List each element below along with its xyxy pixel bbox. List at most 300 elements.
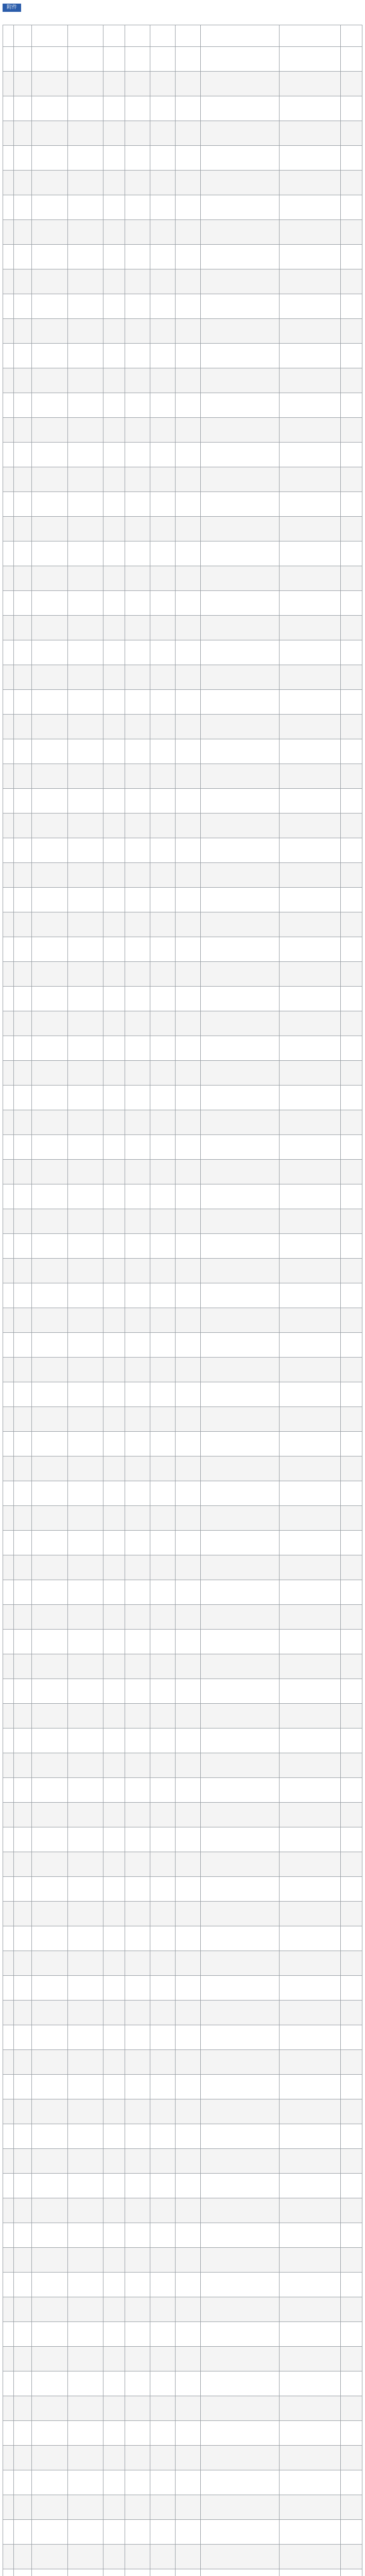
table-cell bbox=[31, 1852, 67, 1877]
table-cell bbox=[176, 1481, 201, 1506]
table-cell bbox=[13, 1679, 31, 1704]
table-cell bbox=[67, 121, 103, 146]
table-cell bbox=[280, 195, 341, 220]
table-cell bbox=[3, 2322, 14, 2347]
table-cell bbox=[341, 2297, 362, 2322]
table-cell bbox=[280, 269, 341, 294]
table-cell bbox=[341, 368, 362, 393]
table-cell bbox=[13, 1333, 31, 1358]
table-cell bbox=[13, 2495, 31, 2520]
table-cell bbox=[125, 665, 150, 690]
table-cell bbox=[200, 1531, 280, 1555]
table-cell bbox=[31, 2025, 67, 2050]
table-cell bbox=[176, 1753, 201, 1778]
table-cell bbox=[150, 566, 176, 591]
table-row bbox=[3, 2050, 362, 2075]
table-cell bbox=[341, 665, 362, 690]
table-cell bbox=[280, 517, 341, 541]
table-cell bbox=[341, 1852, 362, 1877]
table-cell bbox=[3, 2149, 14, 2174]
table-cell bbox=[280, 1283, 341, 1308]
table-cell bbox=[200, 47, 280, 72]
table-cell bbox=[280, 492, 341, 517]
table-row bbox=[3, 1555, 362, 1580]
table-cell bbox=[13, 1654, 31, 1679]
table-row bbox=[3, 2001, 362, 2025]
table-cell bbox=[176, 393, 201, 418]
table-cell bbox=[103, 1135, 125, 1160]
table-cell bbox=[103, 1951, 125, 1976]
table-cell bbox=[280, 319, 341, 344]
table-cell bbox=[200, 888, 280, 912]
table-cell bbox=[200, 467, 280, 492]
table-cell bbox=[341, 2099, 362, 2124]
table-cell bbox=[31, 1827, 67, 1852]
table-row bbox=[3, 1283, 362, 1308]
table-cell bbox=[341, 121, 362, 146]
table-cell bbox=[125, 2446, 150, 2470]
table-row bbox=[3, 443, 362, 467]
table-cell bbox=[67, 1654, 103, 1679]
table-cell bbox=[31, 443, 67, 467]
table-cell bbox=[280, 838, 341, 863]
table-cell bbox=[150, 344, 176, 368]
table-cell bbox=[341, 344, 362, 368]
table-row bbox=[3, 1753, 362, 1778]
table-cell bbox=[280, 2446, 341, 2470]
table-cell bbox=[176, 665, 201, 690]
table-cell bbox=[3, 591, 14, 616]
table-row bbox=[3, 690, 362, 715]
table-cell bbox=[3, 1531, 14, 1555]
table-cell bbox=[125, 690, 150, 715]
table-cell bbox=[341, 1877, 362, 1902]
table-row bbox=[3, 1308, 362, 1333]
table-cell bbox=[13, 2396, 31, 2421]
table-cell bbox=[200, 171, 280, 195]
table-cell bbox=[31, 2396, 67, 2421]
table-cell bbox=[67, 1704, 103, 1728]
table-row bbox=[3, 863, 362, 888]
table-cell bbox=[200, 1605, 280, 1630]
table-row bbox=[3, 962, 362, 987]
table-cell bbox=[200, 739, 280, 764]
table-cell bbox=[13, 1407, 31, 1432]
table-cell bbox=[13, 937, 31, 962]
table-cell bbox=[103, 1011, 125, 1036]
table-cell bbox=[103, 1704, 125, 1728]
table-cell bbox=[31, 269, 67, 294]
table-cell bbox=[150, 2099, 176, 2124]
table-cell bbox=[103, 2124, 125, 2149]
table-cell bbox=[31, 814, 67, 838]
table-cell bbox=[200, 1333, 280, 1358]
table-cell bbox=[103, 1506, 125, 1531]
table-cell bbox=[280, 1580, 341, 1605]
table-cell bbox=[13, 616, 31, 640]
table-cell bbox=[103, 814, 125, 838]
table-cell bbox=[67, 2248, 103, 2273]
table-cell bbox=[280, 146, 341, 171]
table-cell bbox=[13, 715, 31, 739]
table-cell bbox=[103, 541, 125, 566]
table-cell bbox=[3, 690, 14, 715]
table-row bbox=[3, 838, 362, 863]
table-cell bbox=[13, 1259, 31, 1283]
table-row bbox=[3, 1506, 362, 1531]
table-cell bbox=[125, 319, 150, 344]
table-cell bbox=[67, 393, 103, 418]
table-cell bbox=[341, 912, 362, 937]
table-cell bbox=[125, 492, 150, 517]
table-cell bbox=[125, 2174, 150, 2198]
table-cell bbox=[103, 2421, 125, 2446]
table-cell bbox=[176, 1531, 201, 1555]
table-cell bbox=[67, 2297, 103, 2322]
table-cell bbox=[150, 393, 176, 418]
table-cell bbox=[31, 1086, 67, 1110]
table-cell bbox=[13, 2198, 31, 2223]
table-cell bbox=[103, 1308, 125, 1333]
table-cell bbox=[3, 1333, 14, 1358]
table-cell bbox=[31, 1803, 67, 1827]
table-cell bbox=[150, 2149, 176, 2174]
table-cell bbox=[125, 764, 150, 789]
table-cell bbox=[103, 739, 125, 764]
table-cell bbox=[31, 1580, 67, 1605]
table-cell bbox=[103, 566, 125, 591]
table-cell bbox=[3, 1110, 14, 1135]
table-cell bbox=[280, 1654, 341, 1679]
table-cell bbox=[150, 1184, 176, 1209]
table-cell bbox=[3, 2495, 14, 2520]
table-cell bbox=[341, 566, 362, 591]
table-cell bbox=[31, 2075, 67, 2099]
table-cell bbox=[13, 2124, 31, 2149]
table-cell bbox=[67, 838, 103, 863]
table-cell bbox=[280, 1778, 341, 1803]
table-cell bbox=[176, 2248, 201, 2273]
table-cell bbox=[31, 1902, 67, 1926]
table-cell bbox=[125, 1877, 150, 1902]
table-cell bbox=[125, 443, 150, 467]
table-cell bbox=[280, 739, 341, 764]
table-cell bbox=[200, 2099, 280, 2124]
table-row bbox=[3, 2198, 362, 2223]
table-cell bbox=[176, 2149, 201, 2174]
table-cell bbox=[103, 1036, 125, 1061]
table1-header-cell bbox=[176, 25, 201, 47]
table-cell bbox=[125, 1976, 150, 2001]
table-cell bbox=[67, 1728, 103, 1753]
table-cell bbox=[280, 2248, 341, 2273]
table-cell bbox=[280, 2297, 341, 2322]
table-cell bbox=[341, 220, 362, 245]
table-cell bbox=[67, 616, 103, 640]
table-cell bbox=[341, 1976, 362, 2001]
table-row bbox=[3, 368, 362, 393]
table-cell bbox=[150, 1852, 176, 1877]
table-cell bbox=[67, 912, 103, 937]
table-cell bbox=[200, 1209, 280, 1234]
table-cell bbox=[176, 1630, 201, 1654]
table-cell bbox=[200, 2025, 280, 2050]
table-cell bbox=[200, 937, 280, 962]
table-cell bbox=[125, 937, 150, 962]
table-cell bbox=[125, 1605, 150, 1630]
table-cell bbox=[13, 2099, 31, 2124]
table-row bbox=[3, 1036, 362, 1061]
table-cell bbox=[200, 1580, 280, 1605]
table-cell bbox=[125, 2075, 150, 2099]
table-cell bbox=[103, 764, 125, 789]
table-cell bbox=[103, 319, 125, 344]
table-cell bbox=[31, 665, 67, 690]
table-cell bbox=[13, 1580, 31, 1605]
table1-body bbox=[3, 47, 362, 2576]
table-cell bbox=[150, 715, 176, 739]
table-cell bbox=[13, 245, 31, 269]
table-cell bbox=[176, 2545, 201, 2569]
table-cell bbox=[103, 1481, 125, 1506]
table-cell bbox=[103, 2223, 125, 2248]
table-row bbox=[3, 1852, 362, 1877]
table-cell bbox=[150, 2371, 176, 2396]
table-cell bbox=[31, 2001, 67, 2025]
table-cell bbox=[150, 195, 176, 220]
table-cell bbox=[200, 640, 280, 665]
table-cell bbox=[125, 2198, 150, 2223]
table-cell bbox=[341, 2322, 362, 2347]
table-cell bbox=[67, 1951, 103, 1976]
table-cell bbox=[150, 1580, 176, 1605]
table-cell bbox=[200, 1481, 280, 1506]
table-cell bbox=[280, 2421, 341, 2446]
table-cell bbox=[31, 1259, 67, 1283]
table-cell bbox=[31, 2421, 67, 2446]
table-cell bbox=[150, 2569, 176, 2576]
table-cell bbox=[67, 1580, 103, 1605]
table-cell bbox=[280, 1456, 341, 1481]
table-cell bbox=[200, 838, 280, 863]
table-cell bbox=[125, 1135, 150, 1160]
table-row bbox=[3, 344, 362, 368]
table-cell bbox=[280, 2099, 341, 2124]
table-row bbox=[3, 393, 362, 418]
table-cell bbox=[67, 789, 103, 814]
table-cell bbox=[67, 1036, 103, 1061]
table-row bbox=[3, 294, 362, 319]
table-cell bbox=[13, 1283, 31, 1308]
table-row bbox=[3, 2297, 362, 2322]
table-cell bbox=[150, 269, 176, 294]
table-cell bbox=[176, 344, 201, 368]
table-cell bbox=[13, 1061, 31, 1086]
table-cell bbox=[3, 2421, 14, 2446]
table-cell bbox=[125, 1580, 150, 1605]
table-cell bbox=[341, 739, 362, 764]
table-cell bbox=[280, 344, 341, 368]
table-cell bbox=[103, 96, 125, 121]
table-row bbox=[3, 1358, 362, 1382]
table-row bbox=[3, 245, 362, 269]
table-cell bbox=[125, 195, 150, 220]
table-cell bbox=[103, 146, 125, 171]
table-cell bbox=[3, 195, 14, 220]
table-cell bbox=[150, 2396, 176, 2421]
table-row bbox=[3, 171, 362, 195]
table-cell bbox=[176, 2470, 201, 2495]
table-cell bbox=[341, 2149, 362, 2174]
table-cell bbox=[31, 2371, 67, 2396]
table-cell bbox=[3, 2198, 14, 2223]
table-cell bbox=[341, 1308, 362, 1333]
table-cell bbox=[13, 47, 31, 72]
table-row bbox=[3, 1976, 362, 2001]
table-cell bbox=[67, 96, 103, 121]
table-cell bbox=[341, 1358, 362, 1382]
table-cell bbox=[176, 789, 201, 814]
table-cell bbox=[341, 1580, 362, 1605]
table-row bbox=[3, 517, 362, 541]
table-cell bbox=[3, 2025, 14, 2050]
table-cell bbox=[13, 987, 31, 1011]
table-cell bbox=[176, 1407, 201, 1432]
table-cell bbox=[125, 962, 150, 987]
table-cell bbox=[176, 121, 201, 146]
table-cell bbox=[3, 2520, 14, 2545]
table-cell bbox=[67, 1605, 103, 1630]
table-cell bbox=[150, 1036, 176, 1061]
table-cell bbox=[125, 2470, 150, 2495]
table-cell bbox=[3, 1852, 14, 1877]
table-row bbox=[3, 2347, 362, 2371]
table-cell bbox=[3, 1407, 14, 1432]
table-cell bbox=[200, 2075, 280, 2099]
table-cell bbox=[67, 1679, 103, 1704]
table-cell bbox=[176, 1283, 201, 1308]
table-cell bbox=[200, 715, 280, 739]
table-cell bbox=[125, 591, 150, 616]
table-cell bbox=[341, 1803, 362, 1827]
table-cell bbox=[150, 764, 176, 789]
table-cell bbox=[31, 640, 67, 665]
table-cell bbox=[67, 1852, 103, 1877]
table-cell bbox=[280, 2347, 341, 2371]
table-cell bbox=[3, 467, 14, 492]
table-row bbox=[3, 739, 362, 764]
table-cell bbox=[341, 319, 362, 344]
table-cell bbox=[200, 146, 280, 171]
table-cell bbox=[31, 987, 67, 1011]
table-cell bbox=[150, 2050, 176, 2075]
table-cell bbox=[103, 1580, 125, 1605]
table-cell bbox=[200, 962, 280, 987]
table-cell bbox=[103, 1827, 125, 1852]
table-cell bbox=[3, 616, 14, 640]
table-cell bbox=[13, 2347, 31, 2371]
table-cell bbox=[200, 1679, 280, 1704]
table-cell bbox=[67, 1407, 103, 1432]
table-cell bbox=[3, 888, 14, 912]
table-cell bbox=[150, 418, 176, 443]
table-cell bbox=[125, 1506, 150, 1531]
table-cell bbox=[67, 2124, 103, 2149]
table-row bbox=[3, 2149, 362, 2174]
table-cell bbox=[125, 2099, 150, 2124]
table-cell bbox=[31, 2198, 67, 2223]
table-cell bbox=[31, 1778, 67, 1803]
table-cell bbox=[67, 1877, 103, 1902]
table-cell bbox=[3, 2446, 14, 2470]
table-cell bbox=[125, 1209, 150, 1234]
table-cell bbox=[176, 764, 201, 789]
table-cell bbox=[31, 2470, 67, 2495]
table-cell bbox=[341, 2470, 362, 2495]
table-cell bbox=[280, 1308, 341, 1333]
table-cell bbox=[125, 418, 150, 443]
table-cell bbox=[31, 2297, 67, 2322]
table-cell bbox=[3, 368, 14, 393]
table-cell bbox=[103, 1333, 125, 1358]
table-cell bbox=[150, 665, 176, 690]
table-cell bbox=[67, 863, 103, 888]
table-cell bbox=[176, 1086, 201, 1110]
table-cell bbox=[280, 294, 341, 319]
table-cell bbox=[3, 294, 14, 319]
table-cell bbox=[3, 1679, 14, 1704]
table-cell bbox=[31, 566, 67, 591]
table-cell bbox=[125, 616, 150, 640]
table-cell bbox=[103, 2273, 125, 2297]
table-row bbox=[3, 1333, 362, 1358]
table-cell bbox=[67, 739, 103, 764]
table-row bbox=[3, 937, 362, 962]
table-cell bbox=[280, 2273, 341, 2297]
table-cell bbox=[31, 195, 67, 220]
table-cell bbox=[31, 2520, 67, 2545]
table-cell bbox=[31, 1333, 67, 1358]
table-cell bbox=[125, 96, 150, 121]
table-cell bbox=[3, 1877, 14, 1902]
table-cell bbox=[3, 2099, 14, 2124]
table-cell bbox=[31, 616, 67, 640]
table-row bbox=[3, 591, 362, 616]
table-cell bbox=[200, 1308, 280, 1333]
table-cell bbox=[67, 2223, 103, 2248]
table-cell bbox=[103, 171, 125, 195]
table-cell bbox=[150, 1654, 176, 1679]
table-cell bbox=[67, 591, 103, 616]
table-cell bbox=[176, 2569, 201, 2576]
table-cell bbox=[31, 912, 67, 937]
table-cell bbox=[31, 1382, 67, 1407]
table-cell bbox=[341, 492, 362, 517]
table-cell bbox=[103, 1358, 125, 1382]
table-cell bbox=[31, 418, 67, 443]
table-row bbox=[3, 2322, 362, 2347]
table-cell bbox=[31, 591, 67, 616]
table-cell bbox=[176, 492, 201, 517]
table-cell bbox=[13, 2297, 31, 2322]
table-cell bbox=[150, 1135, 176, 1160]
table-cell bbox=[341, 1407, 362, 1432]
table-cell bbox=[280, 220, 341, 245]
table-cell bbox=[341, 2198, 362, 2223]
table-cell bbox=[341, 838, 362, 863]
table-cell bbox=[280, 1184, 341, 1209]
table-cell bbox=[3, 1555, 14, 1580]
